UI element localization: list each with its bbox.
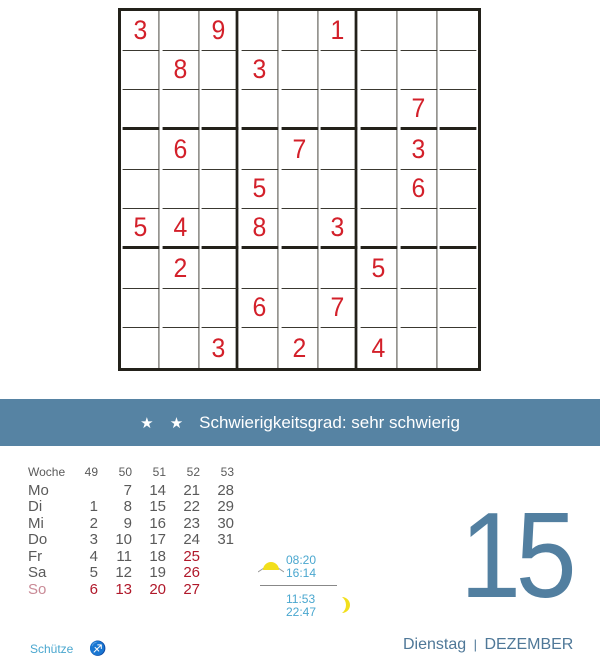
sudoku-cell[interactable]: 6 bbox=[400, 170, 436, 210]
calendar-day: 1 bbox=[89, 498, 98, 516]
sudoku-cell[interactable] bbox=[400, 11, 436, 51]
calendar-day: 31 bbox=[217, 531, 234, 549]
weekday-label: Di bbox=[28, 498, 43, 516]
sudoku-cell[interactable]: 1 bbox=[321, 11, 357, 51]
calendar-day: 5 bbox=[89, 564, 98, 582]
sudoku-cell[interactable] bbox=[361, 90, 397, 130]
sudoku-cell[interactable] bbox=[321, 249, 357, 289]
sudoku-cell[interactable] bbox=[361, 289, 397, 329]
sudoku-cell[interactable] bbox=[321, 51, 357, 91]
sudoku-cell[interactable] bbox=[281, 170, 317, 210]
calendar-day: 15 bbox=[149, 498, 166, 516]
sudoku-cell[interactable] bbox=[242, 11, 278, 51]
week-number: 50 bbox=[118, 465, 132, 479]
calendar-day: 17 bbox=[149, 531, 166, 549]
calendar-row bbox=[28, 532, 234, 549]
moonrise-time: 11:53 bbox=[286, 592, 316, 606]
calendar-day: 18 bbox=[149, 547, 166, 565]
calendar-day: 6 bbox=[89, 580, 98, 598]
sudoku-cell[interactable] bbox=[162, 328, 198, 368]
sudoku-cell[interactable]: 5 bbox=[242, 170, 278, 210]
sudoku-cell[interactable] bbox=[361, 130, 397, 170]
sudoku-cell[interactable]: 4 bbox=[162, 209, 198, 249]
sudoku-cell[interactable] bbox=[281, 11, 317, 51]
zodiac-sign bbox=[30, 640, 107, 657]
calendar-day: 2 bbox=[89, 514, 98, 532]
sudoku-cell[interactable]: 4 bbox=[361, 328, 397, 368]
calendar-day: 30 bbox=[217, 514, 234, 532]
sudoku-cell[interactable] bbox=[361, 51, 397, 91]
sudoku-cell[interactable] bbox=[123, 249, 159, 289]
sudoku-cell[interactable] bbox=[440, 130, 476, 170]
sudoku-grid bbox=[118, 8, 481, 371]
sagittarius-icon: ♐ bbox=[89, 640, 107, 656]
weekday-label: Mo bbox=[28, 481, 49, 499]
calendar-row bbox=[28, 548, 234, 565]
calendar-day: 3 bbox=[89, 531, 98, 549]
week-number: 49 bbox=[84, 465, 98, 479]
weekday: Dienstag bbox=[403, 636, 467, 653]
sudoku-cell[interactable] bbox=[123, 170, 159, 210]
weekday-label: Sa bbox=[28, 564, 47, 582]
sudoku-cell[interactable] bbox=[202, 209, 238, 249]
calendar-day: 28 bbox=[217, 481, 234, 499]
sudoku-cell[interactable]: 7 bbox=[400, 90, 436, 130]
calendar-day: 11 bbox=[116, 547, 132, 565]
calendar-day: 27 bbox=[183, 580, 200, 598]
week-number: 53 bbox=[220, 465, 234, 479]
sudoku-cell[interactable] bbox=[162, 90, 198, 130]
sudoku-cell[interactable] bbox=[202, 51, 238, 91]
zodiac-label: Schütze bbox=[30, 641, 74, 656]
sudoku-cell[interactable] bbox=[440, 209, 476, 249]
sudoku-cell[interactable]: 2 bbox=[162, 249, 198, 289]
sudoku-cell[interactable] bbox=[202, 289, 238, 329]
sudoku-cell[interactable]: 3 bbox=[242, 51, 278, 91]
calendar-day: 9 bbox=[123, 514, 132, 532]
sudoku-cell[interactable]: 6 bbox=[242, 289, 278, 329]
sudoku-cell[interactable] bbox=[162, 170, 198, 210]
sudoku-cell[interactable] bbox=[400, 51, 436, 91]
difficulty-text: Schwierigkeitsgrad: sehr schwierig bbox=[199, 412, 460, 432]
sudoku-cell[interactable] bbox=[242, 90, 278, 130]
sudoku-cell[interactable] bbox=[361, 209, 397, 249]
sudoku-cell[interactable] bbox=[321, 328, 357, 368]
difficulty-stars-icon: ★ ★ bbox=[140, 414, 190, 432]
sudoku-cell[interactable] bbox=[123, 328, 159, 368]
calendar-day: 16 bbox=[149, 514, 166, 532]
sudoku-cell[interactable] bbox=[281, 90, 317, 130]
calendar-day: 12 bbox=[115, 564, 132, 582]
month: DEZEMBER bbox=[484, 636, 574, 653]
weekday-month bbox=[403, 636, 573, 654]
sudoku-cell[interactable]: 2 bbox=[281, 328, 317, 368]
sudoku-cell[interactable]: 5 bbox=[123, 209, 159, 249]
sudoku-cell[interactable] bbox=[440, 51, 476, 91]
calendar-day: 19 bbox=[149, 564, 166, 582]
weekday-label: Mi bbox=[28, 514, 44, 532]
week-number: 51 bbox=[152, 465, 166, 479]
sudoku-cell[interactable] bbox=[440, 11, 476, 51]
calendar-day: 14 bbox=[149, 481, 166, 499]
sudoku-cell[interactable] bbox=[440, 249, 476, 289]
sudoku-cell[interactable] bbox=[242, 328, 278, 368]
sudoku-cell[interactable]: 8 bbox=[242, 209, 278, 249]
sudoku-cell[interactable]: 7 bbox=[281, 130, 317, 170]
calendar-row bbox=[28, 482, 234, 499]
sudoku-cell[interactable] bbox=[440, 170, 476, 210]
sudoku-cell[interactable]: 8 bbox=[162, 51, 198, 91]
weekday-label: Do bbox=[28, 531, 48, 549]
sudoku-cell[interactable] bbox=[400, 249, 436, 289]
week-header-row bbox=[28, 462, 234, 482]
sudoku-cell[interactable] bbox=[440, 289, 476, 329]
weekday-label: Fr bbox=[28, 547, 43, 565]
sudoku-cell[interactable]: 3 bbox=[400, 130, 436, 170]
calendar-day: 24 bbox=[183, 531, 200, 549]
separator: | bbox=[473, 637, 477, 652]
calendar-row bbox=[28, 581, 234, 598]
sudoku-cell[interactable]: 7 bbox=[321, 289, 357, 329]
sudoku-cell[interactable] bbox=[242, 249, 278, 289]
divider bbox=[260, 585, 337, 586]
calendar-day: 26 bbox=[183, 564, 200, 582]
sudoku-cell[interactable] bbox=[202, 249, 238, 289]
sudoku-cell[interactable] bbox=[400, 328, 436, 368]
weekday-label: So bbox=[28, 580, 47, 598]
moon-icon bbox=[340, 596, 354, 614]
sudoku-cell[interactable] bbox=[361, 11, 397, 51]
sunrise-time: 08:20 bbox=[286, 553, 317, 567]
calendar-day: 21 bbox=[183, 481, 200, 499]
sunset-time: 16:14 bbox=[286, 566, 317, 580]
sudoku-cell[interactable] bbox=[321, 130, 357, 170]
sudoku-cell[interactable] bbox=[400, 289, 436, 329]
sudoku-cell[interactable] bbox=[281, 51, 317, 91]
sudoku-cell[interactable] bbox=[440, 90, 476, 130]
sudoku-cell[interactable]: 3 bbox=[202, 328, 238, 368]
day-number: 15 bbox=[460, 487, 572, 623]
moonset-time: 22:47 bbox=[286, 605, 317, 619]
calendar-day: 20 bbox=[149, 580, 166, 598]
sudoku-cell[interactable] bbox=[123, 289, 159, 329]
sudoku-cell[interactable]: 9 bbox=[202, 11, 238, 51]
sudoku-cell[interactable] bbox=[281, 289, 317, 329]
sudoku-cell[interactable] bbox=[202, 130, 238, 170]
sudoku-cell[interactable]: 3 bbox=[321, 209, 357, 249]
calendar-day: 29 bbox=[217, 498, 234, 516]
sudoku-cell[interactable] bbox=[400, 209, 436, 249]
sudoku-cell[interactable] bbox=[321, 90, 357, 130]
sudoku-cell[interactable] bbox=[162, 11, 198, 51]
calendar-day: 13 bbox=[115, 580, 132, 598]
sudoku-cell[interactable] bbox=[202, 170, 238, 210]
difficulty-banner bbox=[0, 399, 600, 446]
sudoku-cell[interactable] bbox=[202, 90, 238, 130]
week-label: Woche bbox=[28, 465, 66, 479]
calendar-day: 8 bbox=[123, 498, 132, 516]
sudoku-cell[interactable] bbox=[123, 130, 159, 170]
calendar-row bbox=[28, 499, 234, 516]
sudoku-cell[interactable] bbox=[361, 170, 397, 210]
month-calendar bbox=[28, 462, 234, 598]
sudoku-cell[interactable] bbox=[281, 209, 317, 249]
week-number: 52 bbox=[186, 465, 200, 479]
calendar-day: 7 bbox=[123, 481, 132, 499]
sudoku-cell[interactable] bbox=[321, 170, 357, 210]
sudoku-cell[interactable]: 6 bbox=[162, 130, 198, 170]
calendar-day: 25 bbox=[183, 547, 200, 565]
sudoku-cell[interactable] bbox=[162, 289, 198, 329]
sunrise-icon bbox=[258, 559, 284, 573]
sudoku-cell[interactable] bbox=[440, 328, 476, 368]
calendar-row bbox=[28, 515, 234, 532]
calendar-day: 4 bbox=[89, 547, 98, 565]
calendar-day: 10 bbox=[115, 531, 132, 549]
sudoku-cell[interactable] bbox=[281, 249, 317, 289]
sudoku-cell[interactable]: 5 bbox=[361, 249, 397, 289]
calendar-day: 23 bbox=[183, 514, 200, 532]
sudoku-cell[interactable] bbox=[123, 51, 159, 91]
calendar-day: 22 bbox=[183, 498, 200, 516]
sudoku-cell[interactable] bbox=[242, 130, 278, 170]
sudoku-cell[interactable]: 3 bbox=[123, 11, 159, 51]
calendar-row bbox=[28, 565, 234, 582]
sudoku-cell[interactable] bbox=[123, 90, 159, 130]
